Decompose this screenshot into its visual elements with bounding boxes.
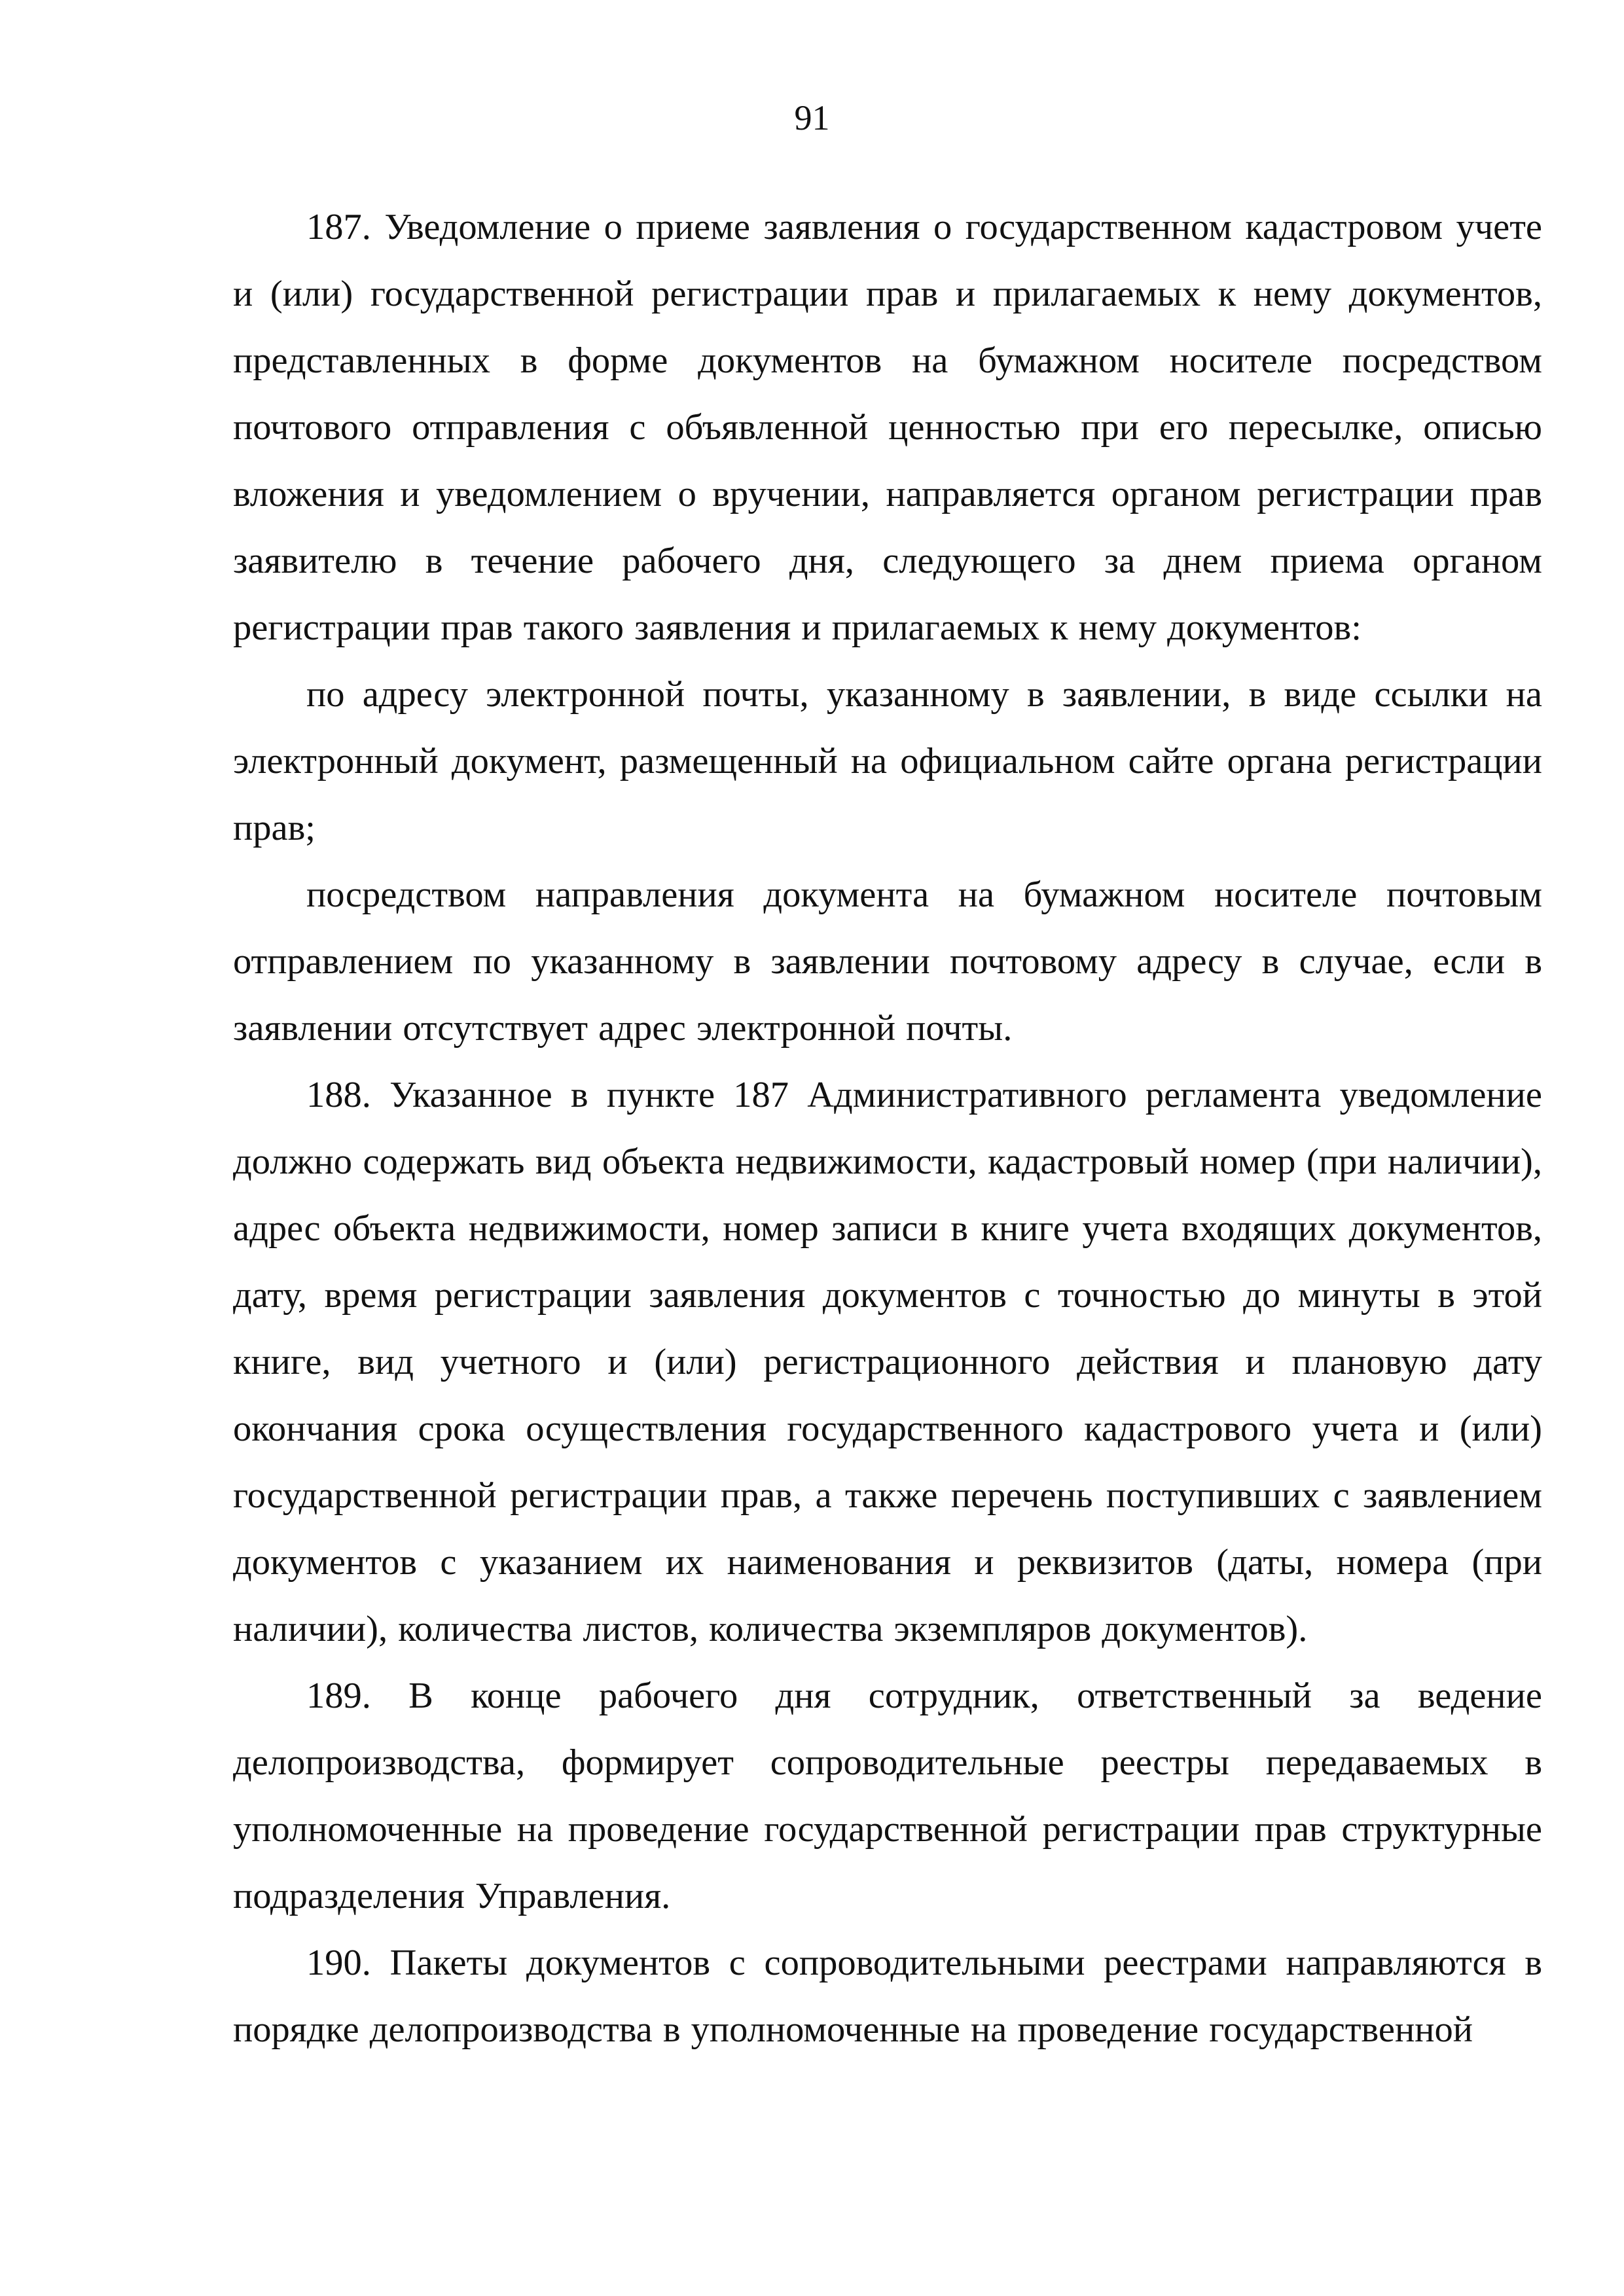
- page-number: 91: [794, 98, 830, 137]
- paragraph-189: 189. В конце рабочего дня сотрудник, ответственный за ведение делопроизводства, формирует сопроводительные реестры передаваемых в уполномоченные на проведение государственной регистрации прав структурные подразделения Управления.: [233, 1676, 1542, 1916]
- paragraph-187-email: по адресу электронной почты, указанному в заявлении, в виде ссылки на электронный документ, размещенный на официальном сайте органа регистрации прав;: [233, 674, 1542, 848]
- paragraph-187: 187. Уведомление о приеме заявления о государственном кадастровом учете и (или) государственной регистрации прав и прилагаемых к нему документов, представленных в форме документов на бумажном носителе посредством почтового отправления с объявленной ценностью при его пересылке, описью вложения и уведомлением о вручении, направляется органом регистрации прав заявителю в течение рабочего дня, следующего за днем приема органом регистрации прав такого заявления и прилагаемых к нему документов:: [233, 207, 1542, 648]
- paragraph-190: 190. Пакеты документов с сопроводительными реестрами направляются в порядке делопроизводства в уполномоченные на проведение государственной: [233, 1943, 1542, 2050]
- document-body: [233, 194, 1542, 2063]
- paragraph-188: 188. Указанное в пункте 187 Административного регламента уведомление должно содержать вид объекта недвижимости, кадастровый номер (при наличии), адрес объекта недвижимости, номер записи в книге учета входящих документов, дату, время регистрации заявления документов с точностью до минуты в этой книге, вид учетного и (или) регистрационного действия и плановую дату окончания срока осуществления государственного кадастрового учета и (или) государственной регистрации прав, а также перечень поступивших с заявлением документов с указанием их наименования и реквизитов (даты, номера (при наличии), количества листов, количества экземпляров документов).: [233, 1075, 1542, 1649]
- paragraph-187-post: посредством направления документа на бумажном носителе почтовым отправлением по указанному в заявлении почтовому адресу в случае, если в заявлении отсутствует адрес электронной почты.: [233, 874, 1542, 1049]
